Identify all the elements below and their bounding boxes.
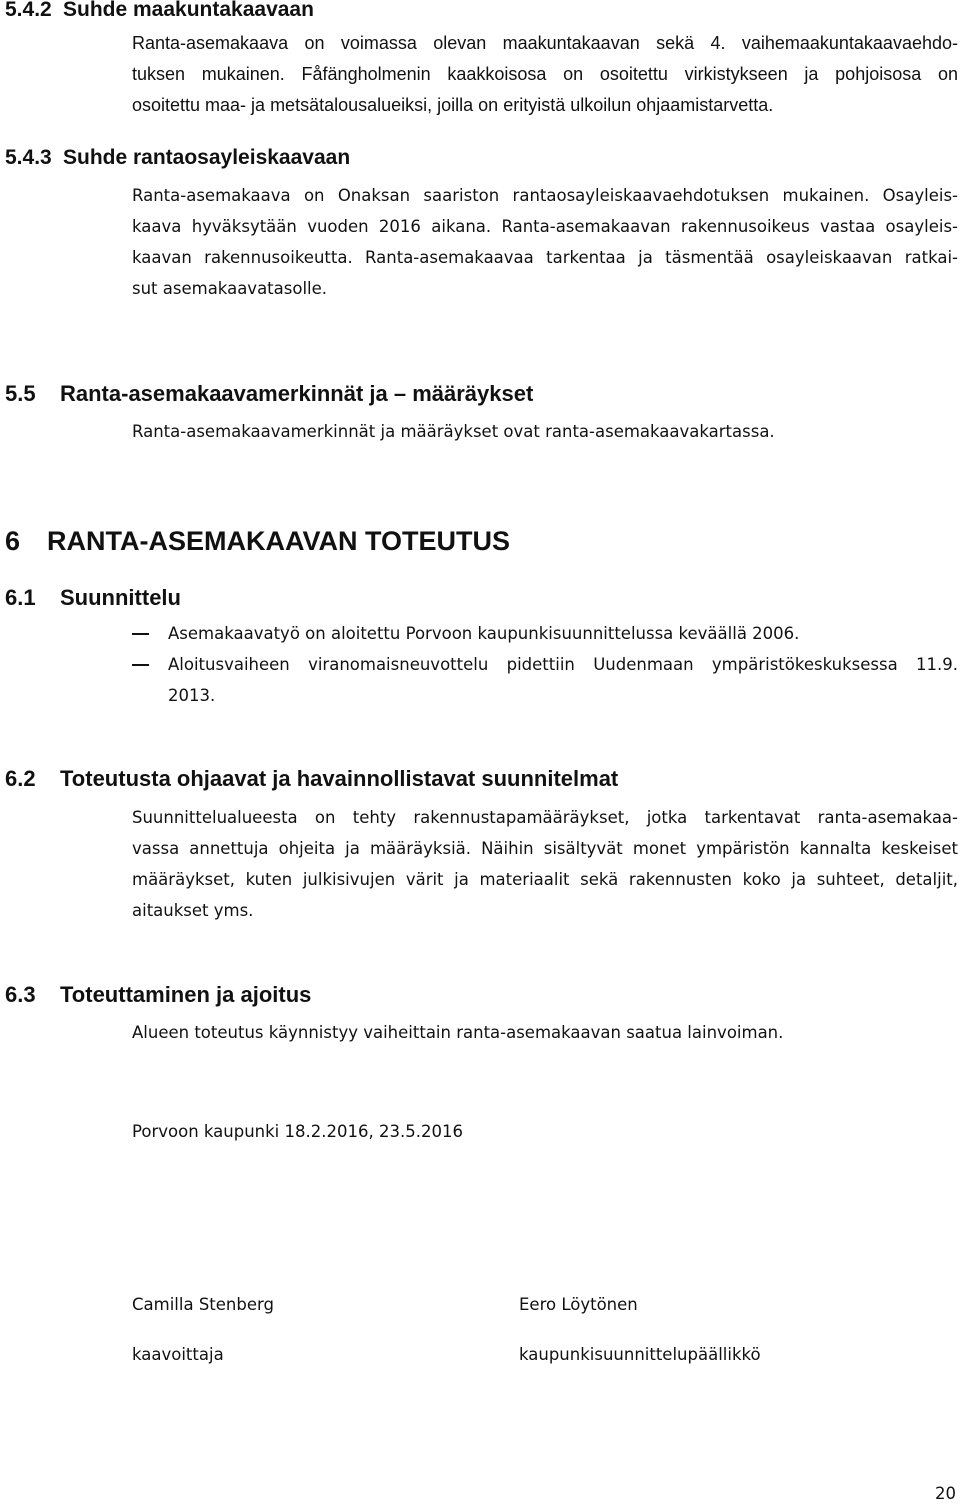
heading-6-1: [5, 585, 181, 611]
heading-number: 6: [5, 526, 21, 556]
paragraph-line: vassa annettuja ohjeita ja määräyksiä. Näihin sisältyvät monet ympäristön kannalta keskeiset: [132, 839, 958, 858]
page-number: 20: [935, 1484, 956, 1503]
paragraph-line: tuksen mukainen. Fåfängholmenin kaakkoisosa on osoitettu virkistykseen ja pohjoisosa on: [132, 64, 958, 84]
heading-number: 5.5: [5, 381, 36, 406]
signature-role: kaavoittaja: [132, 1345, 224, 1364]
paragraph-line: kaava hyväksytään vuoden 2016 aikana. Ranta-asemakaavan rakennusoikeus vastaa osayleis-: [132, 217, 958, 236]
paragraph-ajoitus: [132, 1017, 958, 1048]
paragraph-line: Ranta-asemakaava on Onaksan saariston rantaosayleiskaavaehdotuksen mukainen. Osayleis-: [132, 186, 958, 205]
paragraph-line: Ranta-asemakaava on voimassa olevan maakuntakaavan sekä 4. vaihemaakuntakaavaehdo-: [132, 33, 958, 53]
heading-6-3: [5, 982, 311, 1008]
heading-title: Suhde rantaosayleiskaavaan: [63, 146, 351, 169]
list-item: [132, 618, 958, 649]
heading-number: 6.3: [5, 982, 36, 1007]
paragraph-line: sut asemakaavatasolle.: [132, 279, 328, 298]
heading-6: [5, 526, 510, 557]
place-date: Porvoon kaupunki 18.2.2016, 23.5.2016: [132, 1122, 463, 1141]
heading-title: Suunnittelu: [60, 585, 181, 610]
paragraph-suunnitelmat: [132, 802, 958, 926]
list-item: [132, 649, 958, 711]
heading-title: RANTA-ASEMAKAAVAN TOTEUTUS: [47, 526, 510, 556]
heading-5-4-2: [5, 0, 314, 22]
paragraph-line: määräykset, kuten julkisivujen värit ja materiaalit sekä rakennusten koko ja suhteet, detaljit,: [132, 870, 958, 889]
heading-number: 6.2: [5, 766, 36, 791]
paragraph-merkinnat: [132, 416, 958, 447]
heading-title: Toteuttaminen ja ajoitus: [60, 982, 312, 1007]
heading-number: 5.4.2: [5, 0, 52, 21]
heading-number: 6.1: [5, 585, 36, 610]
signature-name: Camilla Stenberg: [132, 1295, 274, 1314]
list-item-text: Aloitusvaiheen viranomaisneuvottelu pidettiin Uudenmaan ympäristökeskuksessa 11.9.: [168, 655, 958, 674]
paragraph-line: aitaukset yms.: [132, 901, 254, 920]
heading-6-2: [5, 766, 618, 792]
dash-bullet-icon: [132, 664, 149, 666]
list-item-text: Asemakaavatyö on aloitettu Porvoon kaupunkisuunnittelussa keväällä 2006.: [168, 624, 800, 643]
paragraph-line: Alueen toteutus käynnistyy vaiheittain ranta-asemakaavan saatua lainvoiman.: [132, 1023, 784, 1042]
paragraph-rantaosayleiskaava: [132, 180, 958, 304]
signature-role: kaupunkisuunnittelupäällikkö: [519, 1345, 761, 1364]
heading-5-4-3: [5, 146, 350, 170]
heading-title: Ranta-asemakaavamerkinnät ja – määräykset: [60, 381, 534, 406]
paragraph-line: kaavan rakennusoikeutta. Ranta-asemakaavaa tarkentaa ja täsmentää osayleiskaavan ratkai-: [132, 248, 958, 267]
heading-title: Toteutusta ohjaavat ja havainnollistavat suunnitelmat: [60, 766, 619, 791]
paragraph-line: osoitettu maa- ja metsätalousalueiksi, joilla on erityistä ulkoilun ohjaamistarvetta.: [132, 95, 774, 115]
paragraph-line: Suunnittelualueesta on tehty rakennustapamääräykset, jotka tarkentavat ranta-asemakaa-: [132, 808, 958, 827]
heading-title: Suhde maakuntakaavaan: [63, 0, 314, 21]
suunnittelu-list: [132, 618, 958, 711]
paragraph-line: Ranta-asemakaavamerkinnät ja määräykset ovat ranta-asemakaavakartassa.: [132, 422, 775, 441]
signature-name: Eero Löytönen: [519, 1295, 638, 1314]
heading-5-5: [5, 381, 533, 407]
heading-number: 5.4.3: [5, 146, 52, 169]
list-item-text: 2013.: [168, 686, 216, 705]
paragraph-maakuntakaava: [132, 28, 958, 121]
dash-bullet-icon: [132, 633, 149, 635]
